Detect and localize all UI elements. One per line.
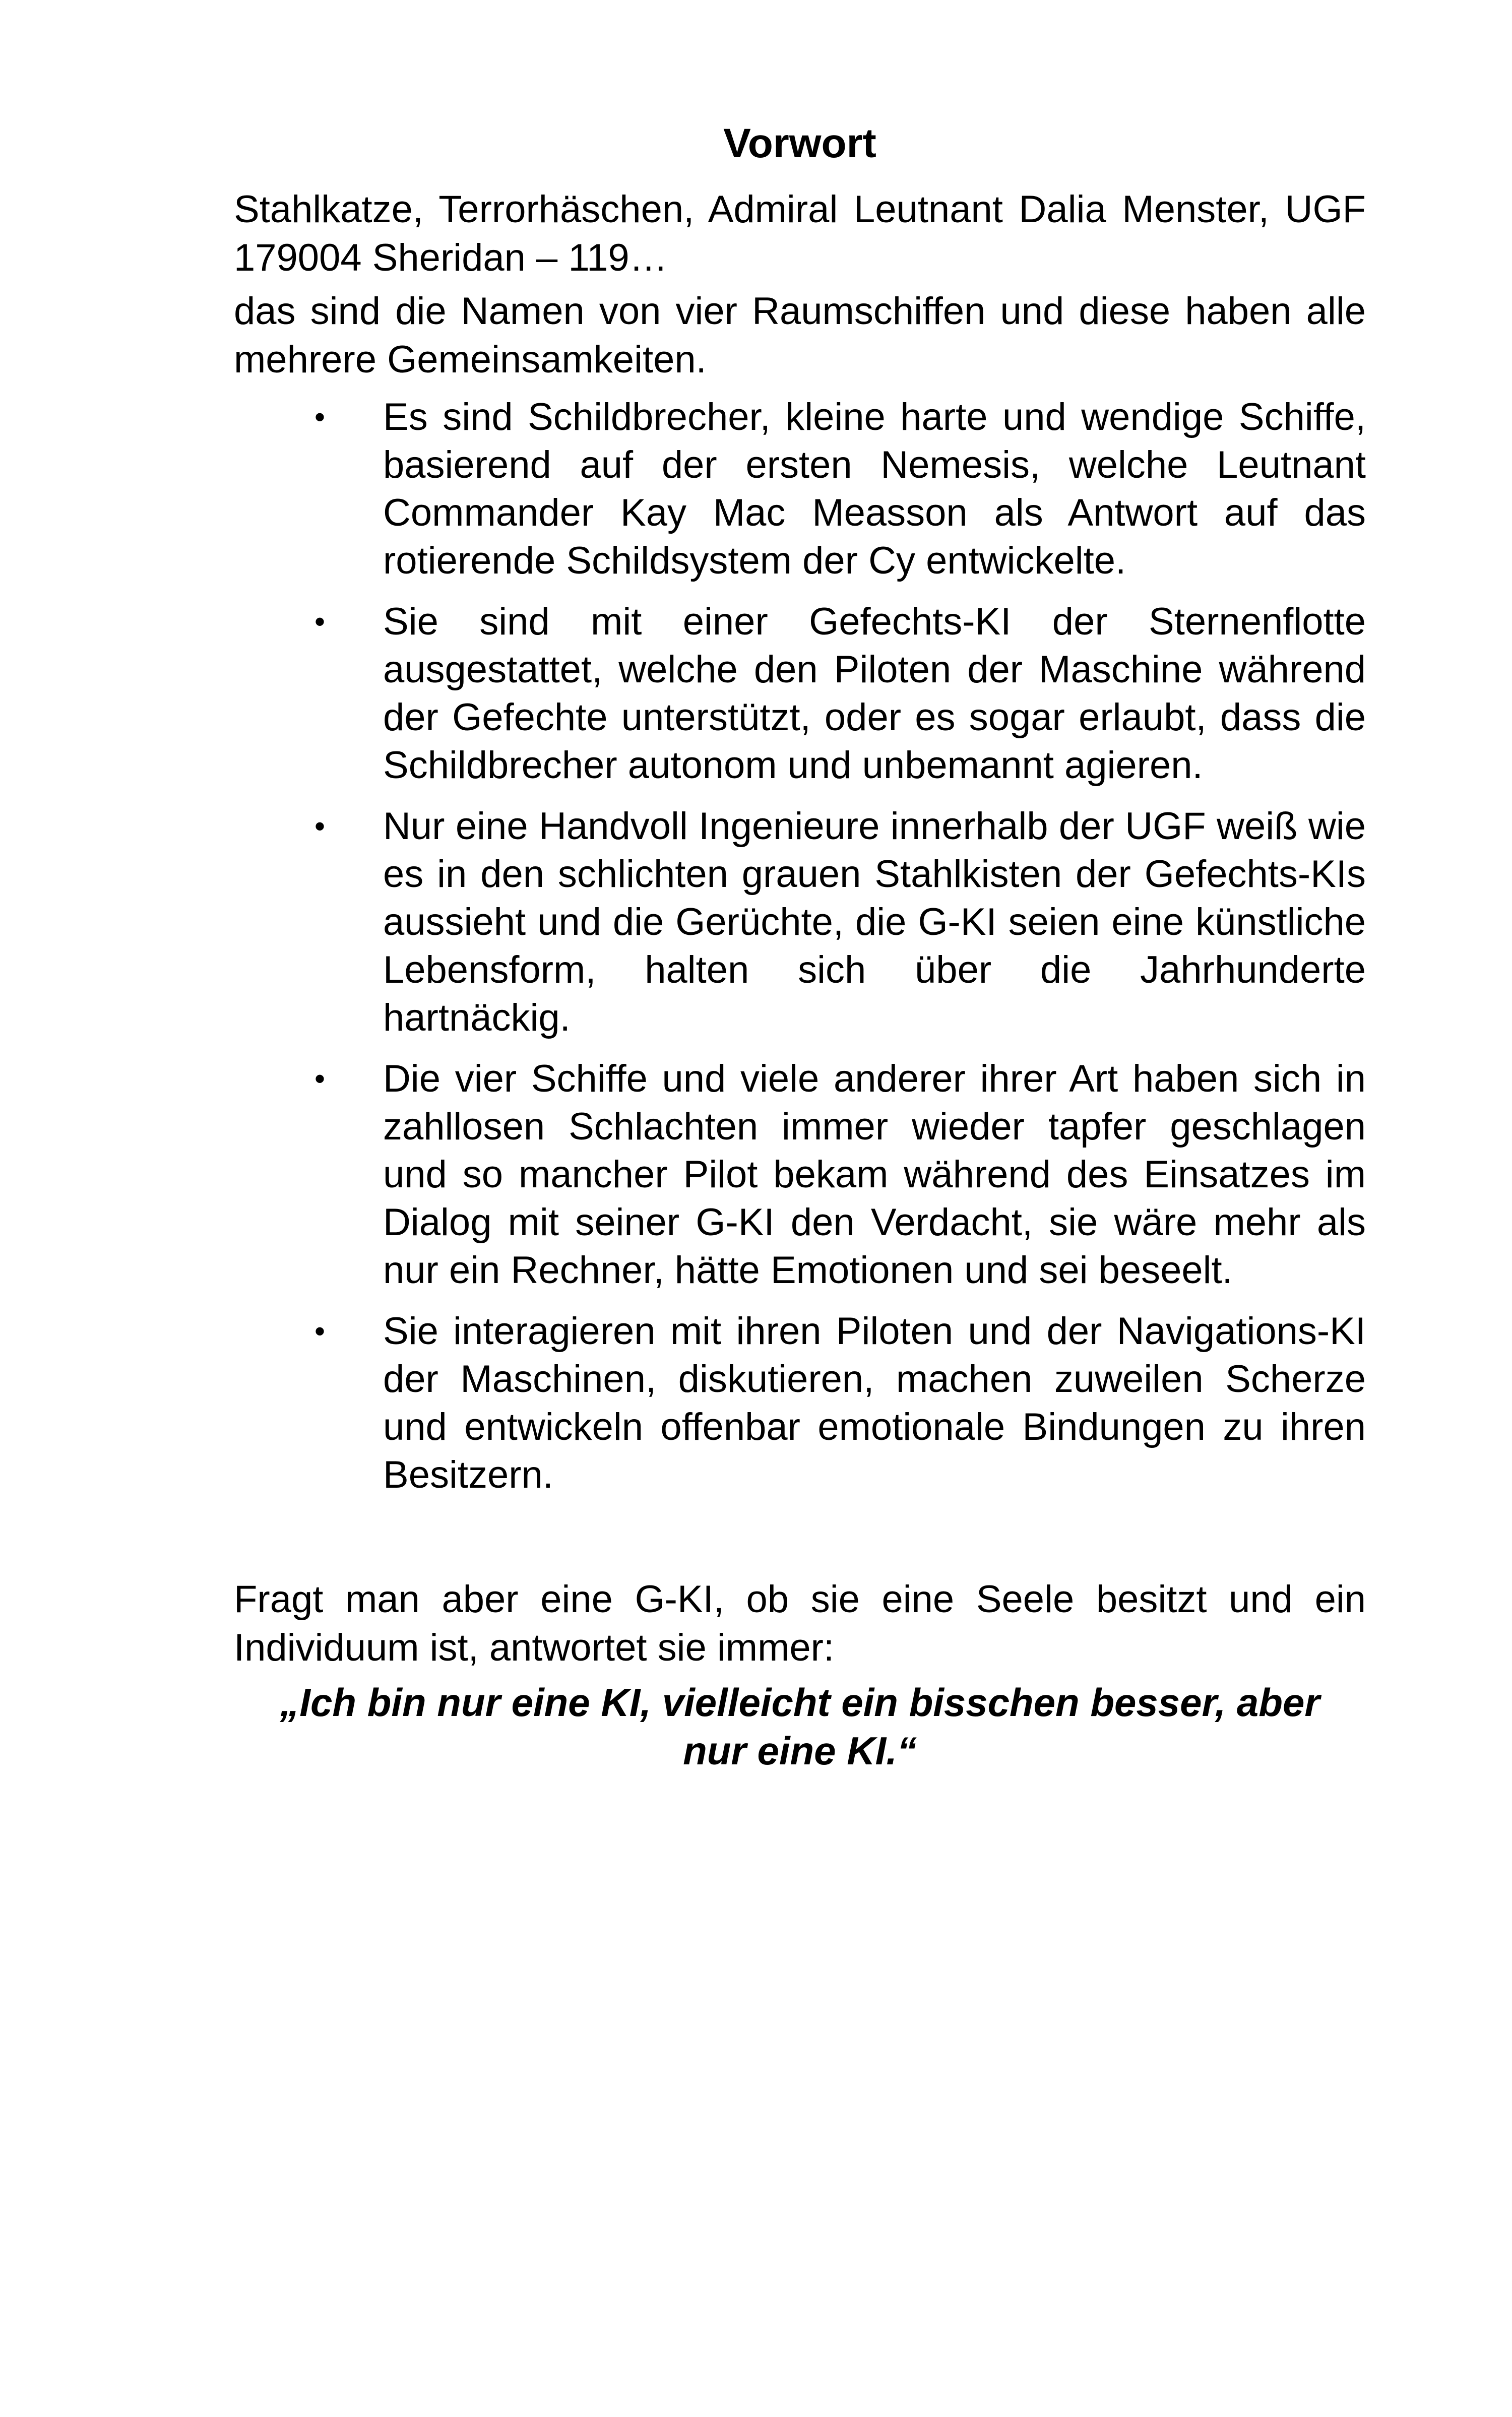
bullet-text: Nur eine Handvoll Ingenieure innerhalb der UGF weiß wie es in den schlichten grauen Stahlkisten der Gefechts-KIs aussieht und die Gerüchte, die G-KI seien eine künstliche Lebensform, halten sich über die Jahrhunderte hartnäckig. — [383, 805, 1366, 1039]
bullet-item-gefechts-ki — [234, 598, 1366, 789]
bullet-item-interaktion — [234, 1307, 1366, 1499]
bullet-icon: • — [314, 1062, 326, 1096]
bullet-icon: • — [314, 809, 326, 843]
intro-paragraph-names: Stahlkatze, Terrorhäschen, Admiral Leutnant Dalia Menster, UGF 179004 Sheridan – 119… — [234, 188, 1366, 279]
bullet-icon: • — [314, 605, 326, 639]
bullet-item-schlachten — [234, 1055, 1366, 1294]
page-content — [234, 116, 1366, 1775]
bullet-text: Die vier Schiffe und viele anderer ihrer Art haben sich in zahllosen Schlachten immer wieder tapfer geschlagen und so mancher Pilot bekam während des Einsatzes im Dialog mit seiner G-KI den Verdacht, sie wäre mehr als nur ein Rechner, hätte Emotionen und sei beseelt. — [383, 1057, 1366, 1292]
intro-paragraph-commonalities: das sind die Namen von vier Raumschiffen und diese haben alle mehrere Gemeinsamkeiten. — [234, 290, 1366, 381]
closing-quote: „Ich bin nur eine KI, vielleicht ein bisschen besser, aber nur eine KI.“ — [280, 1680, 1320, 1773]
bullet-text: Sie interagieren mit ihren Piloten und der Navigations-KI der Maschinen, diskutieren, machen zuweilen Scherze und entwickeln offenbar emotionale Bindungen zu ihren Besitzern. — [383, 1310, 1366, 1496]
bullet-item-schildbrecher — [234, 393, 1366, 585]
page-title: Vorwort — [723, 120, 876, 166]
bullet-list — [234, 393, 1366, 1499]
closing-paragraph: Fragt man aber eine G-KI, ob sie eine Seele besitzt und ein Individuum ist, antwortet sie immer: — [234, 1578, 1366, 1669]
bullet-item-ingenieure — [234, 802, 1366, 1042]
bullet-icon: • — [314, 1314, 326, 1348]
bullet-text: Sie sind mit einer Gefechts-KI der Sternenflotte ausgestattet, welche den Piloten der Maschine während der Gefechte unterstützt, oder es sogar erlaubt, dass die Schildbrecher autonom und unbemannt agieren. — [383, 600, 1366, 787]
bullet-icon: • — [314, 400, 326, 434]
bullet-text: Es sind Schildbrecher, kleine harte und wendige Schiffe, basierend auf der ersten Nemesis, welche Leutnant Commander Kay Mac Measson als Antwort auf das rotierende Schildsystem der Cy entwickelte. — [383, 396, 1366, 582]
